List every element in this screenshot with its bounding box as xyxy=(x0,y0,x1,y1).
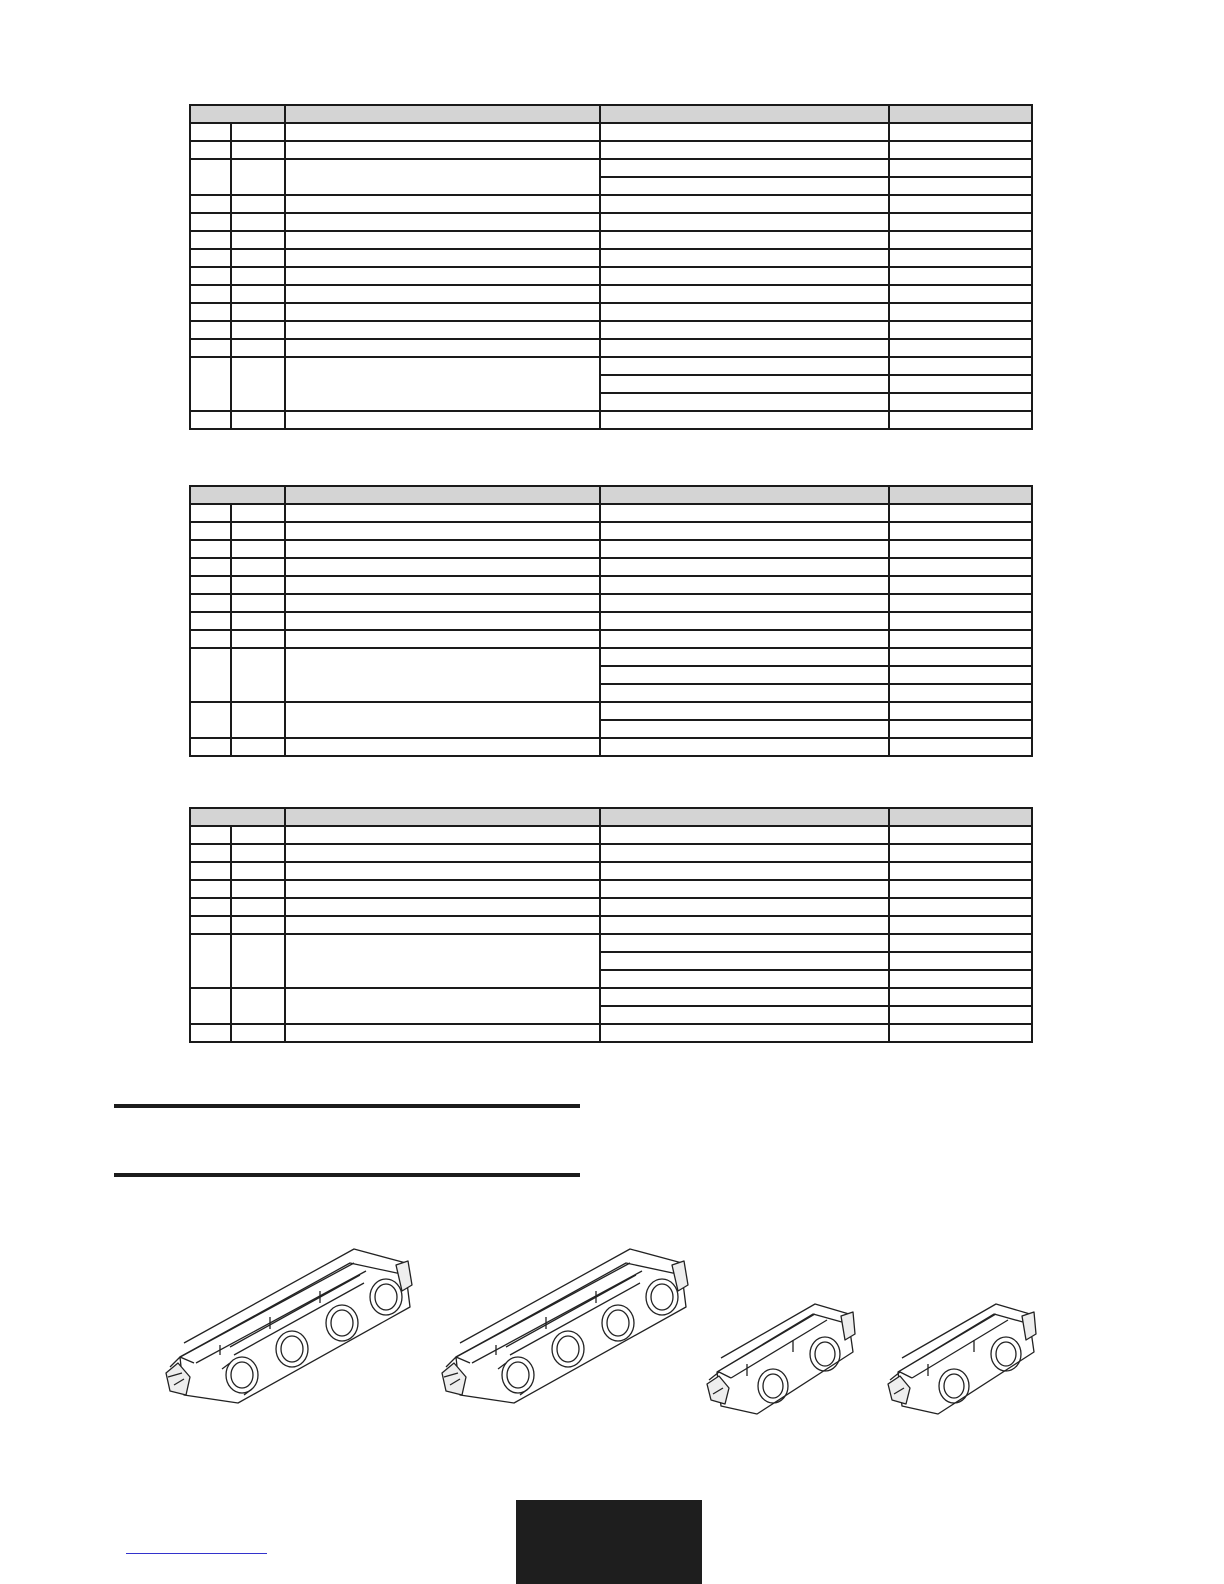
table-row xyxy=(190,141,1032,159)
page-number-box xyxy=(516,1500,702,1584)
table-row xyxy=(190,249,1032,267)
table-row xyxy=(190,231,1032,249)
parts-table-3 xyxy=(189,807,1033,1043)
table-row xyxy=(190,321,1032,339)
header-quantity xyxy=(889,808,1032,826)
footer-link[interactable] xyxy=(126,1553,267,1554)
table-row xyxy=(190,159,1032,177)
table-row xyxy=(190,576,1032,594)
header-part-detail xyxy=(600,486,889,504)
table-row xyxy=(190,411,1032,429)
table-row xyxy=(190,880,1032,898)
table-row xyxy=(190,612,1032,630)
section-rule-top xyxy=(114,1104,580,1108)
header-quantity xyxy=(889,105,1032,123)
table-row xyxy=(190,630,1032,648)
manifold-4-port-illustration-b xyxy=(436,1245,691,1410)
table-row xyxy=(190,862,1032,880)
table-row xyxy=(190,1024,1032,1042)
table-row xyxy=(190,285,1032,303)
header-item-no xyxy=(190,486,285,504)
table-row xyxy=(190,303,1032,321)
table-row xyxy=(190,826,1032,844)
manifold-4-port-illustration-a xyxy=(160,1245,415,1410)
header-description xyxy=(285,105,600,123)
table-header-row xyxy=(190,486,1032,504)
table-row xyxy=(190,702,1032,720)
header-description xyxy=(285,808,600,826)
parts-table-2 xyxy=(189,485,1033,757)
table-row xyxy=(190,123,1032,141)
table-row xyxy=(190,195,1032,213)
table-row xyxy=(190,558,1032,576)
table-row xyxy=(190,267,1032,285)
header-part-detail xyxy=(600,808,889,826)
manifold-2-port-illustration-b xyxy=(884,1300,1039,1420)
table-row xyxy=(190,988,1032,1006)
header-part-detail xyxy=(600,105,889,123)
table-row xyxy=(190,898,1032,916)
table-row xyxy=(190,504,1032,522)
table-row xyxy=(190,339,1032,357)
manifold-2-port-illustration-a xyxy=(703,1300,858,1420)
table-row xyxy=(190,738,1032,756)
table-row xyxy=(190,934,1032,952)
table-header-row xyxy=(190,105,1032,123)
header-quantity xyxy=(889,486,1032,504)
parts-table-1 xyxy=(189,104,1033,430)
header-item-no xyxy=(190,105,285,123)
table-row xyxy=(190,844,1032,862)
table-row xyxy=(190,357,1032,375)
table-row xyxy=(190,594,1032,612)
table-row xyxy=(190,522,1032,540)
table-row xyxy=(190,916,1032,934)
header-description xyxy=(285,486,600,504)
table-row xyxy=(190,540,1032,558)
header-item-no xyxy=(190,808,285,826)
table-row xyxy=(190,648,1032,666)
table-header-row xyxy=(190,808,1032,826)
section-rule-bottom xyxy=(114,1173,580,1177)
table-row xyxy=(190,213,1032,231)
